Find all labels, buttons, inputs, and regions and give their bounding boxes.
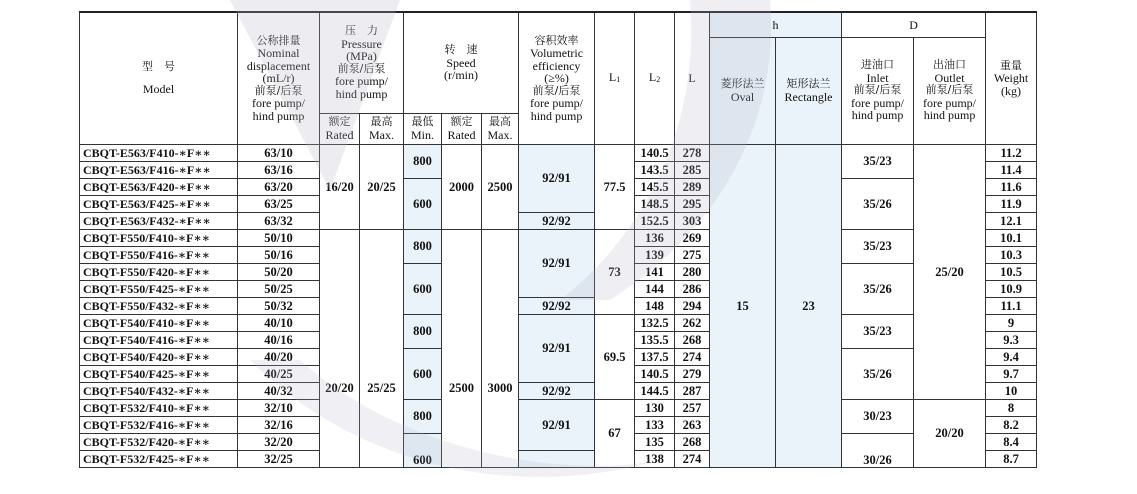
header-pressure-cn2: 前泵/后泵 bbox=[337, 61, 386, 75]
cell-model: CBQT-F532/F425-∗F∗∗ bbox=[80, 450, 238, 467]
header-pressure-max-en: Max. bbox=[369, 127, 394, 142]
cell-weight: 9.7 bbox=[986, 365, 1037, 382]
cell-efficiency: 92/91 bbox=[519, 229, 595, 297]
cell-displacement: 50/32 bbox=[238, 297, 320, 314]
header-d-inlet bbox=[842, 37, 914, 144]
header-displacement-en2-1: fore pump/ bbox=[252, 96, 305, 110]
header-pressure-cn: 压 力 bbox=[345, 24, 378, 38]
cell-l2: 145.5 bbox=[635, 178, 675, 195]
cell-inlet: 35/23 bbox=[842, 229, 914, 263]
header-pressure-en2-1: fore pump/ bbox=[335, 74, 388, 89]
cell-l2: 135 bbox=[635, 433, 675, 450]
cell-l2: 138 bbox=[635, 450, 675, 467]
header-d-inlet-en2-2: hind pump bbox=[851, 108, 904, 123]
cell-speed-rated: 2500 bbox=[442, 229, 482, 467]
header-efficiency-en-2: efficiency bbox=[532, 58, 581, 73]
table-row bbox=[80, 399, 1037, 416]
cell-pressure-rated: 16/20 bbox=[320, 144, 360, 229]
cell-model: CBQT-F540/F425-∗F∗∗ bbox=[80, 365, 238, 382]
cell-efficiency: 92/91 bbox=[519, 314, 595, 382]
header-displacement-cn: 公称排量 bbox=[256, 33, 301, 47]
header-h-rect-cn: 矩形法兰 bbox=[786, 77, 831, 90]
cell-displacement: 63/32 bbox=[238, 212, 320, 229]
header-d-inlet-en2-1: fore pump/ bbox=[851, 95, 905, 110]
cell-inlet: 30/26 bbox=[842, 433, 914, 467]
cell-weight: 10.1 bbox=[986, 229, 1037, 246]
header-pressure-en2-2: hind pump bbox=[335, 86, 388, 101]
cell-weight: 11.6 bbox=[986, 178, 1037, 195]
header-model-cn: 型 号 bbox=[142, 59, 175, 73]
cell-l: 294 bbox=[675, 297, 710, 314]
header-speed-rated-en: Rated bbox=[447, 127, 476, 142]
cell-weight: 8 bbox=[986, 399, 1037, 416]
cell-l: 257 bbox=[675, 399, 710, 416]
header-efficiency bbox=[519, 12, 595, 144]
cell-speed-min: 600 bbox=[404, 348, 442, 399]
cell-l: 278 bbox=[675, 144, 710, 161]
header-d-inlet-en: Inlet bbox=[866, 70, 889, 85]
header-speed bbox=[404, 12, 519, 113]
cell-l2: 141 bbox=[635, 263, 675, 280]
cell-speed-rated: 2000 bbox=[442, 144, 482, 229]
header-d-outlet bbox=[914, 37, 986, 144]
cell-weight: 11.1 bbox=[986, 297, 1037, 314]
cell-displacement: 50/16 bbox=[238, 246, 320, 263]
header-pressure-max bbox=[360, 113, 404, 144]
header-efficiency-en-1: Volumetric bbox=[529, 46, 584, 60]
header-displacement-en-1: Nominal bbox=[257, 46, 300, 60]
header-speed-en-1: Speed bbox=[446, 55, 476, 70]
header-displacement-en-3: (mL/r) bbox=[262, 71, 295, 85]
header-d-inlet-cn2: 前泵/后泵 bbox=[853, 83, 902, 97]
cell-displacement: 40/25 bbox=[238, 365, 320, 382]
header-l2 bbox=[635, 12, 675, 144]
cell-speed-min: 600 bbox=[404, 263, 442, 314]
spec-table bbox=[79, 11, 1037, 468]
cell-weight: 11.9 bbox=[986, 195, 1037, 212]
header-d-outlet-en2-1: fore pump/ bbox=[923, 95, 977, 110]
cell-model: CBQT-E563/F420-∗F∗∗ bbox=[80, 178, 238, 195]
cell-l: 262 bbox=[675, 314, 710, 331]
cell-l2: 137.5 bbox=[635, 348, 675, 365]
header-displacement bbox=[238, 12, 320, 144]
cell-weight: 10 bbox=[986, 382, 1037, 399]
cell-displacement: 32/16 bbox=[238, 416, 320, 433]
header-weight-cn: 重量 bbox=[1000, 58, 1023, 72]
cell-efficiency: 92/91 bbox=[519, 144, 595, 212]
header-pressure-rated-cn: 额定 bbox=[328, 115, 351, 128]
cell-l2: 140.5 bbox=[635, 144, 675, 161]
cell-efficiency bbox=[519, 450, 595, 467]
header-efficiency-en2-2: hind pump bbox=[530, 108, 583, 123]
header-speed-max-en: Max. bbox=[487, 127, 513, 142]
cell-l1: 77.5 bbox=[595, 144, 635, 229]
cell-model: CBQT-F540/F410-∗F∗∗ bbox=[80, 314, 238, 331]
cell-displacement: 40/16 bbox=[238, 331, 320, 348]
cell-weight: 8.7 bbox=[986, 450, 1037, 467]
cell-l: 295 bbox=[675, 195, 710, 212]
cell-weight: 9.3 bbox=[986, 331, 1037, 348]
cell-model: CBQT-F532/F410-∗F∗∗ bbox=[80, 399, 238, 416]
cell-displacement: 63/20 bbox=[238, 178, 320, 195]
header-speed-en-2: (r/min) bbox=[444, 68, 479, 82]
cell-model: CBQT-E563/F425-∗F∗∗ bbox=[80, 195, 238, 212]
cell-displacement: 40/20 bbox=[238, 348, 320, 365]
cell-l2: 136 bbox=[635, 229, 675, 246]
cell-speed-min: 800 bbox=[404, 144, 442, 178]
header-l1-sub: 1 bbox=[616, 74, 621, 84]
cell-l: 280 bbox=[675, 263, 710, 280]
header-speed-max-cn: 最高 bbox=[489, 115, 512, 128]
cell-inlet: 35/26 bbox=[842, 263, 914, 314]
cell-l2: 143.5 bbox=[635, 161, 675, 178]
cell-outlet: 20/20 bbox=[914, 399, 986, 467]
cell-speed-min: 800 bbox=[404, 314, 442, 348]
header-weight bbox=[986, 12, 1037, 144]
cell-l2: 132.5 bbox=[635, 314, 675, 331]
cell-l2: 139 bbox=[635, 246, 675, 263]
header-pressure-en-1: Pressure bbox=[341, 36, 382, 51]
cell-displacement: 50/20 bbox=[238, 263, 320, 280]
cell-l: 269 bbox=[675, 229, 710, 246]
cell-pressure-max: 20/25 bbox=[360, 144, 404, 229]
cell-l2: 140.5 bbox=[635, 365, 675, 382]
cell-speed-max: 2500 bbox=[482, 144, 519, 229]
cell-efficiency: 92/92 bbox=[519, 297, 595, 314]
header-efficiency-cn2: 前泵/后泵 bbox=[532, 83, 581, 97]
cell-speed-min: 800 bbox=[404, 399, 442, 433]
header-pressure-en-2: (MPa) bbox=[346, 49, 377, 64]
header-pressure bbox=[320, 12, 404, 113]
cell-displacement: 32/20 bbox=[238, 433, 320, 450]
cell-l: 263 bbox=[675, 416, 710, 433]
spec-table-container bbox=[79, 11, 1037, 468]
cell-l2: 144.5 bbox=[635, 382, 675, 399]
cell-displacement: 50/10 bbox=[238, 229, 320, 246]
cell-displacement: 63/16 bbox=[238, 161, 320, 178]
cell-weight: 9.4 bbox=[986, 348, 1037, 365]
cell-model: CBQT-F550/F416-∗F∗∗ bbox=[80, 246, 238, 263]
cell-weight: 10.9 bbox=[986, 280, 1037, 297]
cell-displacement: 63/25 bbox=[238, 195, 320, 212]
cell-model: CBQT-F550/F432-∗F∗∗ bbox=[80, 297, 238, 314]
cell-efficiency: 92/92 bbox=[519, 382, 595, 399]
cell-l: 268 bbox=[675, 331, 710, 348]
cell-l2: 133 bbox=[635, 416, 675, 433]
cell-inlet: 35/26 bbox=[842, 178, 914, 229]
cell-l: 303 bbox=[675, 212, 710, 229]
cell-l: 275 bbox=[675, 246, 710, 263]
header-pressure-max-cn: 最高 bbox=[370, 115, 393, 128]
cell-l2: 148.5 bbox=[635, 195, 675, 212]
cell-model: CBQT-F540/F416-∗F∗∗ bbox=[80, 331, 238, 348]
header-speed-min-cn: 最低 bbox=[411, 115, 434, 128]
header-l1 bbox=[595, 12, 635, 144]
cell-l: 274 bbox=[675, 450, 710, 467]
header-efficiency-en2-1: fore pump/ bbox=[530, 96, 584, 110]
header-efficiency-cn: 容积效率 bbox=[534, 33, 579, 47]
cell-model: CBQT-E563/F432-∗F∗∗ bbox=[80, 212, 238, 229]
cell-l1: 73 bbox=[595, 229, 635, 314]
cell-efficiency: 92/92 bbox=[519, 212, 595, 229]
cell-l1: 67 bbox=[595, 399, 635, 467]
header-h-oval-cn: 菱形法兰 bbox=[720, 77, 765, 90]
header-weight-en-1: Weight bbox=[993, 71, 1029, 85]
cell-inlet: 35/23 bbox=[842, 314, 914, 348]
cell-model: CBQT-F532/F416-∗F∗∗ bbox=[80, 416, 238, 433]
cell-speed-min: 600 bbox=[404, 433, 442, 467]
cell-l: 289 bbox=[675, 178, 710, 195]
cell-l2: 148 bbox=[635, 297, 675, 314]
cell-model: CBQT-F550/F425-∗F∗∗ bbox=[80, 280, 238, 297]
cell-inlet: 35/23 bbox=[842, 144, 914, 178]
header-h: h bbox=[710, 12, 842, 37]
header-d-outlet-en: Outlet bbox=[934, 70, 965, 85]
cell-weight: 11.4 bbox=[986, 161, 1037, 178]
cell-speed-min: 600 bbox=[404, 178, 442, 229]
cell-l: 279 bbox=[675, 365, 710, 382]
cell-inlet: 35/26 bbox=[842, 348, 914, 399]
cell-h-oval: 15 bbox=[710, 144, 776, 467]
header-h-oval bbox=[710, 37, 776, 144]
header-model-en: Model bbox=[142, 82, 175, 97]
cell-pressure-rated: 20/20 bbox=[320, 229, 360, 467]
cell-l: 287 bbox=[675, 382, 710, 399]
header-h-rect-en: Rectangle bbox=[784, 89, 833, 104]
header-l2-sub: 2 bbox=[656, 74, 661, 84]
header-h-rect bbox=[776, 37, 842, 144]
header-d: D bbox=[842, 12, 986, 37]
cell-weight: 8.2 bbox=[986, 416, 1037, 433]
cell-outlet: 25/20 bbox=[914, 144, 986, 399]
cell-weight: 12.1 bbox=[986, 212, 1037, 229]
cell-l: 274 bbox=[675, 348, 710, 365]
cell-l2: 152.5 bbox=[635, 212, 675, 229]
header-pressure-rated-en: Rated bbox=[325, 127, 354, 142]
cell-displacement: 63/10 bbox=[238, 144, 320, 161]
cell-l2: 144 bbox=[635, 280, 675, 297]
header-speed-min bbox=[404, 113, 442, 144]
table-row bbox=[80, 314, 1037, 331]
cell-weight: 10.3 bbox=[986, 246, 1037, 263]
cell-model: CBQT-F540/F432-∗F∗∗ bbox=[80, 382, 238, 399]
cell-displacement: 40/10 bbox=[238, 314, 320, 331]
cell-model: CBQT-E563/F416-∗F∗∗ bbox=[80, 161, 238, 178]
table-row bbox=[80, 144, 1037, 161]
header-h-oval-en: Oval bbox=[730, 89, 755, 104]
header-d-outlet-cn: 出油口 bbox=[933, 58, 967, 72]
cell-pressure-max: 25/25 bbox=[360, 229, 404, 467]
cell-efficiency: 92/91 bbox=[519, 399, 595, 450]
cell-l: 268 bbox=[675, 433, 710, 450]
cell-weight: 10.5 bbox=[986, 263, 1037, 280]
header-d-outlet-en2-2: hind pump bbox=[923, 108, 976, 123]
header-d-inlet-cn: 进油口 bbox=[861, 58, 895, 72]
header-efficiency-en-3: (≥%) bbox=[544, 71, 569, 85]
header-pressure-rated bbox=[320, 113, 360, 144]
cell-h-rect: 23 bbox=[776, 144, 842, 467]
cell-displacement: 50/25 bbox=[238, 280, 320, 297]
header-weight-en-2: (kg) bbox=[1001, 83, 1022, 98]
cell-model: CBQT-F550/F420-∗F∗∗ bbox=[80, 263, 238, 280]
cell-model: CBQT-F550/F410-∗F∗∗ bbox=[80, 229, 238, 246]
header-l: L bbox=[675, 12, 710, 144]
header-displacement-en-2: displacement bbox=[246, 58, 311, 73]
header-speed-cn: 转 速 bbox=[444, 43, 478, 56]
header-speed-rated bbox=[442, 113, 482, 144]
cell-speed-max: 3000 bbox=[482, 229, 519, 467]
cell-weight: 9 bbox=[986, 314, 1037, 331]
cell-l: 285 bbox=[675, 161, 710, 178]
cell-model: CBQT-F540/F420-∗F∗∗ bbox=[80, 348, 238, 365]
cell-l2: 130 bbox=[635, 399, 675, 416]
cell-displacement: 32/10 bbox=[238, 399, 320, 416]
cell-displacement: 40/32 bbox=[238, 382, 320, 399]
cell-speed-min: 800 bbox=[404, 229, 442, 263]
header-l1-main: L bbox=[608, 69, 617, 84]
cell-displacement: 32/25 bbox=[238, 450, 320, 467]
cell-l: 286 bbox=[675, 280, 710, 297]
cell-l1: 69.5 bbox=[595, 314, 635, 399]
cell-weight: 11.2 bbox=[986, 144, 1037, 161]
table-row bbox=[80, 229, 1037, 246]
header-displacement-cn2: 前泵/后泵 bbox=[254, 83, 303, 97]
cell-l2: 135.5 bbox=[635, 331, 675, 348]
cell-inlet: 30/23 bbox=[842, 399, 914, 433]
header-displacement-en2-2: hind pump bbox=[252, 108, 305, 123]
cell-weight: 8.4 bbox=[986, 433, 1037, 450]
header-speed-rated-cn: 额定 bbox=[450, 115, 473, 128]
header-d-outlet-cn2: 前泵/后泵 bbox=[925, 83, 974, 97]
header-model bbox=[80, 12, 238, 144]
header-speed-min-en: Min. bbox=[410, 127, 434, 142]
cell-model: CBQT-F532/F420-∗F∗∗ bbox=[80, 433, 238, 450]
cell-model: CBQT-E563/F410-∗F∗∗ bbox=[80, 144, 238, 161]
header-speed-max bbox=[482, 113, 519, 144]
header-l2-main: L bbox=[648, 69, 657, 84]
